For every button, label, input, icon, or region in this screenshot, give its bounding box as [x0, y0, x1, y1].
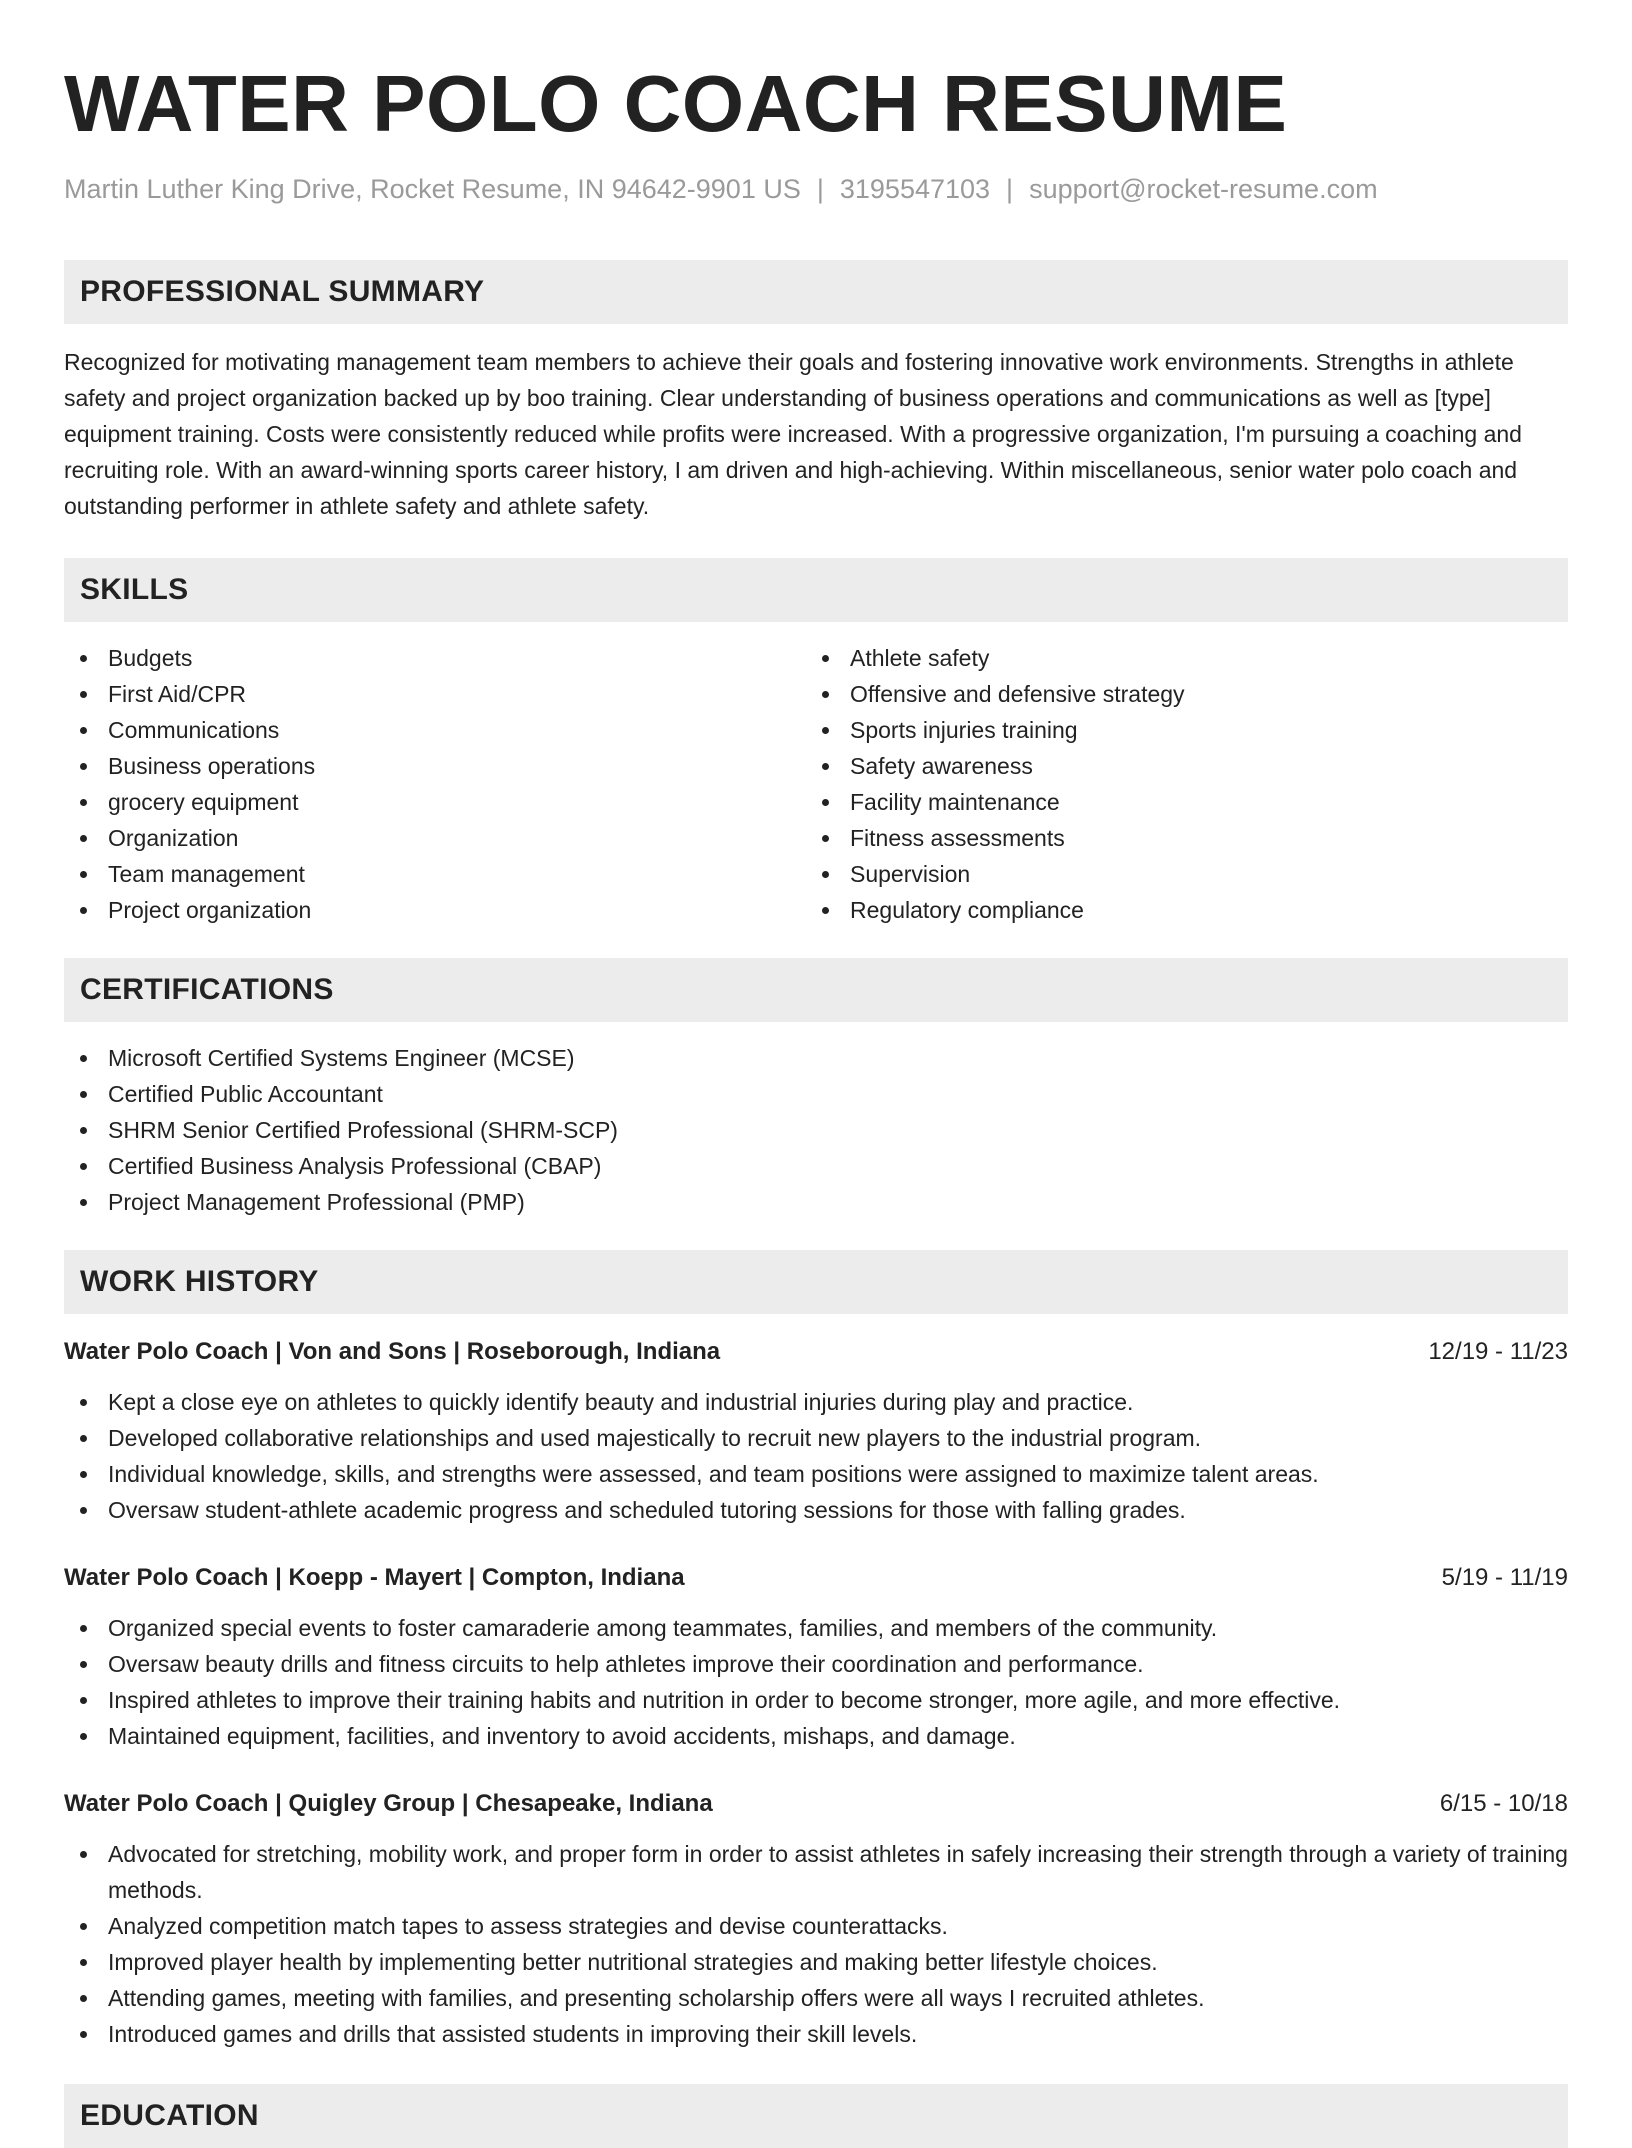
- skill-item: Safety awareness: [806, 748, 1568, 784]
- skills-grid: [64, 640, 1568, 928]
- job-title: Water Polo Coach | Koepp - Mayert | Compton, Indiana: [64, 1564, 685, 1591]
- contact-separator: |: [816, 174, 824, 204]
- job-dates: 12/19 - 11/23: [1428, 1338, 1568, 1365]
- contact-separator: |: [1006, 174, 1014, 204]
- job-title: Water Polo Coach | Quigley Group | Chesapeake, Indiana: [64, 1790, 713, 1817]
- skill-item: Supervision: [806, 856, 1568, 892]
- certifications-list: [64, 1040, 1568, 1220]
- skills-list-right: [806, 640, 1568, 928]
- job-dates: 6/15 - 10/18: [1439, 1790, 1568, 1817]
- job-entry: [64, 1786, 1568, 2052]
- job-bullets: [64, 1610, 1568, 1754]
- skill-item: Project organization: [64, 892, 806, 928]
- certification-item: Certified Public Accountant: [64, 1076, 1568, 1112]
- job-bullet: Maintained equipment, facilities, and inventory to avoid accidents, mishaps, and damage.: [64, 1718, 1568, 1754]
- contact-email: support@rocket-resume.com: [1029, 174, 1378, 204]
- skill-item: First Aid/CPR: [64, 676, 806, 712]
- education-heading: EDUCATION: [64, 2084, 1568, 2148]
- job-bullets: [64, 1836, 1568, 2052]
- work-history-heading: WORK HISTORY: [64, 1250, 1568, 1314]
- job-bullet: Improved player health by implementing better nutritional strategies and making better lifestyle choices.: [64, 1944, 1568, 1980]
- skill-item: Communications: [64, 712, 806, 748]
- job-bullet: Individual knowledge, skills, and strengths were assessed, and team positions were assigned to maximize talent areas.: [64, 1456, 1568, 1492]
- job-header: [64, 1560, 1568, 1596]
- skill-item: Organization: [64, 820, 806, 856]
- job-bullet: Kept a close eye on athletes to quickly identify beauty and industrial injuries during play and practice.: [64, 1384, 1568, 1420]
- job-bullet: Advocated for stretching, mobility work, and proper form in order to assist athletes in safely increasing their strength through a variety of training methods.: [64, 1836, 1568, 1908]
- skills-list-left: [64, 640, 806, 928]
- skill-item: Offensive and defensive strategy: [806, 676, 1568, 712]
- job-bullet: Introduced games and drills that assisted students in improving their skill levels.: [64, 2016, 1568, 2052]
- skill-item: Regulatory compliance: [806, 892, 1568, 928]
- job-entry: [64, 1560, 1568, 1754]
- certification-item: Microsoft Certified Systems Engineer (MCSE): [64, 1040, 1568, 1076]
- contact-line: [64, 172, 1568, 206]
- certification-item: Project Management Professional (PMP): [64, 1184, 1568, 1220]
- contact-address: Martin Luther King Drive, Rocket Resume, IN 94642-9901 US: [64, 174, 801, 204]
- job-bullet: Developed collaborative relationships and used majestically to recruit new players to the industrial program.: [64, 1420, 1568, 1456]
- job-dates: 5/19 - 11/19: [1441, 1564, 1568, 1591]
- job-entry: [64, 1334, 1568, 1528]
- job-header: [64, 1786, 1568, 1822]
- job-title: Water Polo Coach | Von and Sons | Roseborough, Indiana: [64, 1338, 721, 1365]
- skill-item: Athlete safety: [806, 640, 1568, 676]
- job-bullet: Oversaw student-athlete academic progress and scheduled tutoring sessions for those with falling grades.: [64, 1492, 1568, 1528]
- certification-item: Certified Business Analysis Professional (CBAP): [64, 1148, 1568, 1184]
- skill-item: Business operations: [64, 748, 806, 784]
- certification-item: SHRM Senior Certified Professional (SHRM-SCP): [64, 1112, 1568, 1148]
- certifications-heading: CERTIFICATIONS: [64, 958, 1568, 1022]
- skill-item: Team management: [64, 856, 806, 892]
- skill-item: Facility maintenance: [806, 784, 1568, 820]
- skills-heading: SKILLS: [64, 558, 1568, 622]
- job-bullets: [64, 1384, 1568, 1528]
- skill-item: Sports injuries training: [806, 712, 1568, 748]
- skill-item: Fitness assessments: [806, 820, 1568, 856]
- job-bullet: Analyzed competition match tapes to assess strategies and devise counterattacks.: [64, 1908, 1568, 1944]
- summary-heading: PROFESSIONAL SUMMARY: [64, 260, 1568, 324]
- job-bullet: Oversaw beauty drills and fitness circuits to help athletes improve their coordination and performance.: [64, 1646, 1568, 1682]
- job-bullet: Organized special events to foster camaraderie among teammates, families, and members of the community.: [64, 1610, 1568, 1646]
- contact-phone: 3195547103: [839, 174, 991, 204]
- job-bullet: Inspired athletes to improve their training habits and nutrition in order to become stronger, more agile, and more effective.: [64, 1682, 1568, 1718]
- job-header: [64, 1334, 1568, 1370]
- skill-item: grocery equipment: [64, 784, 806, 820]
- resume-title: WATER POLO COACH RESUME: [64, 59, 1288, 148]
- summary-text: Recognized for motivating management team members to achieve their goals and fostering innovative work environments. Strengths in athlete safety and project organization backed up by boo training. Clear understanding of business operations and communications as well as [type] equipment training. Costs were consistently reduced while profits were increased. With a progressive organization, I'm pursuing a coaching and recruiting role. With an award-winning sports career history, I am driven and high-achieving. Within miscellaneous, senior water polo coach and outstanding performer in athlete safety and athlete safety.: [64, 349, 1522, 519]
- job-bullet: Attending games, meeting with families, and presenting scholarship offers were all ways I recruited athletes.: [64, 1980, 1568, 2016]
- skill-item: Budgets: [64, 640, 806, 676]
